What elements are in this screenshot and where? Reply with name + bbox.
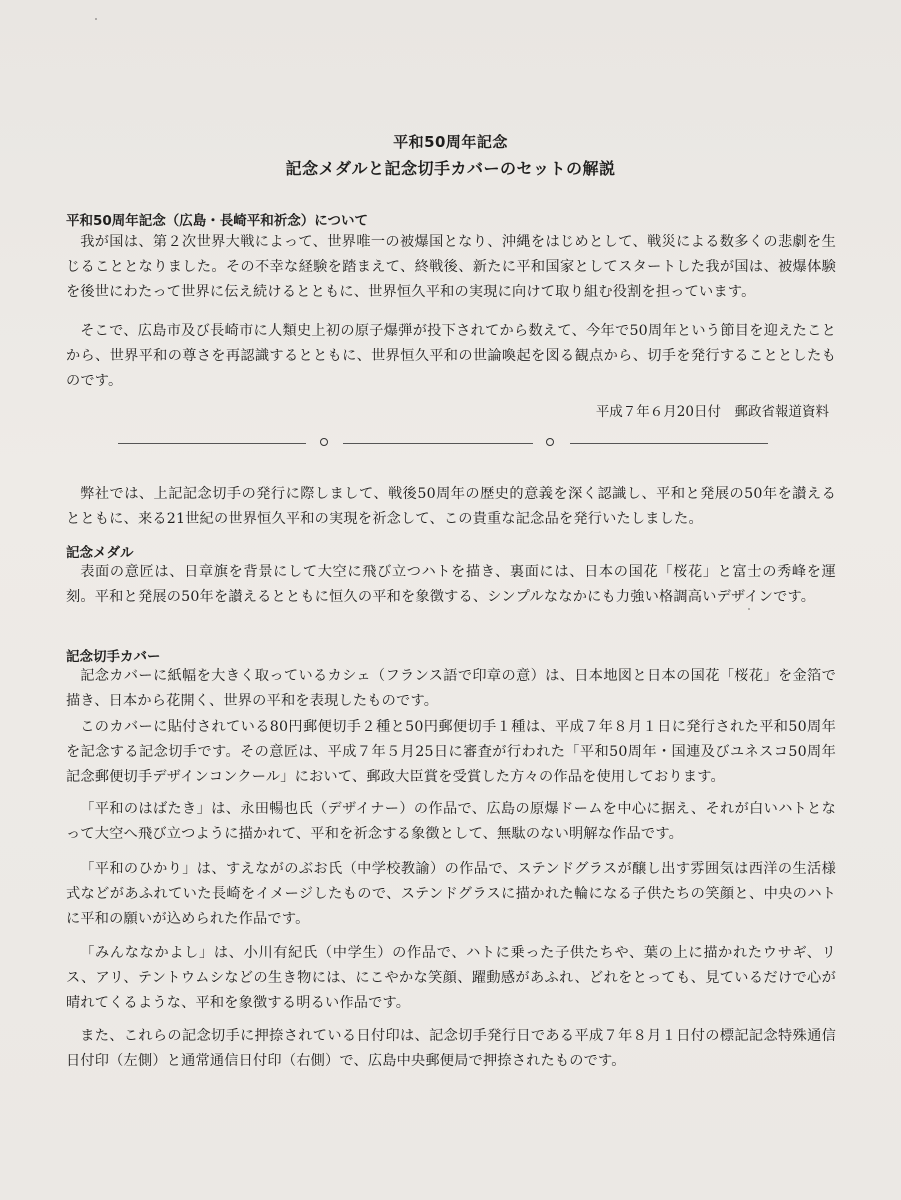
source-citation: 平成７年６月20日付 郵政省報道資料 (595, 404, 829, 420)
divider-line (343, 443, 533, 444)
stamp-description-habataki: 「平和のはばたき」は、永田暢也氏（デザイナー）の作品で、広島の原爆ドームを中心に据え、それが白いハトとなって大空へ飛び立つように描かれて、平和を祈念する象徴として、無駄のない明解な作品です。 (66, 801, 836, 842)
section-paragraph: 我が国は、第２次世界大戦によって、世界唯一の被爆国となり、沖縄をはじめとして、戦災による数多くの悲劇を生じることとなりました。その不幸な経験を踏まえて、終戦後、新たに平和国家としてスタートした我が国は、被爆体験を後世にわたって世界に伝え続けるとともに、世界恒久平和の実現に向けて取り組む役割を担っています。 (66, 234, 836, 300)
cover-paragraph: 記念カバーに紙幅を大きく取っているカシェ（フランス語で印章の意）は、日本地図と日本の国花「桜花」を金箔で描き、日本から花開く、世界の平和を表現したものです。 (66, 668, 836, 709)
stamp-description-nakayoshi: 「みんななかよし」は、小川有紀氏（中学生）の作品で、ハトに乗った子供たちや、葉の上に描かれたウサギ、リス、アリ、テントウムシなどの生き物には、にこやかな笑顔、躍動感があふれ、どれをとっても、見ているだけで心が晴れてくるような、平和を象徴する明るい作品です。 (66, 945, 836, 1011)
divider-circle-icon (320, 438, 328, 446)
intro-paragraph: 弊社では、上記記念切手の発行に際しまして、戦後50周年の歴史的意義を深く認識し、平和と発展の50年を讃えるとともに、来る21世紀の世界恒久平和の実現を祈念して、この貴重な記念品を発行いたしました。 (66, 486, 836, 527)
divider-line (570, 443, 768, 444)
section-heading-peace50: 平和50周年記念（広島・長崎平和祈念）について (66, 213, 369, 229)
section-heading-cover: 記念切手カバー (66, 649, 161, 665)
divider-line (118, 443, 306, 444)
medal-description: 表面の意匠は、日章旗を背景にして大空に飛び立つハトを描き、裏面には、日本の国花「桜花」と富士の秀峰を運刻。平和と発展の50年を讃えるとともに恒久の平和を象徴する、シンプルななかにも力強い格調高いデザインです。 (66, 564, 836, 605)
cover-paragraph: このカバーに貼付されている80円郵便切手２種と50円郵便切手１種は、平成７年８月１日に発行された平和50周年を記念する記念切手です。その意匠は、平成７年５月25日に審査が行われた「平和50周年・国連及びユネスコ50周年記念郵便切手デザインコンクール」において、郵政大臣賞を受賞した方々の作品を使用しております。 (66, 719, 836, 785)
section-paragraph: そこで、広島市及び長崎市に人類史上初の原子爆弾が投下されてから数えて、今年で50周年という節目を迎えたことから、世界平和の尊さを再認識するとともに、世界恒久平和の世論喚起を図る観点から、切手を発行することとしたものです。 (66, 323, 836, 389)
document-title-line1: 平和50周年記念 (393, 133, 508, 151)
divider-circle-icon (546, 438, 554, 446)
ornamental-divider (118, 436, 768, 450)
postmark-paragraph: また、これらの記念切手に押捺されている日付印は、記念切手発行日である平成７年８月１日付の標記記念特殊通信日付印（左側）と通常通信日付印（右側）で、広島中央郵便局で押捺されたものです。 (66, 1028, 836, 1069)
section-heading-medal: 記念メダル (66, 545, 134, 561)
paper-speck (95, 18, 97, 20)
document-title-line2: 記念メダルと記念切手カバーのセットの解説 (285, 159, 616, 178)
stamp-description-hikari: 「平和のひかり」は、すえながのぶお氏（中学校教諭）の作品で、ステンドグラスが醸し出す雰囲気は西洋の生活様式などがあふれていた長崎をイメージしたもので、ステンドグラスに描かれた輪になる子供たちの笑顔と、中央のハトに平和の願いが込められた作品です。 (66, 861, 836, 927)
